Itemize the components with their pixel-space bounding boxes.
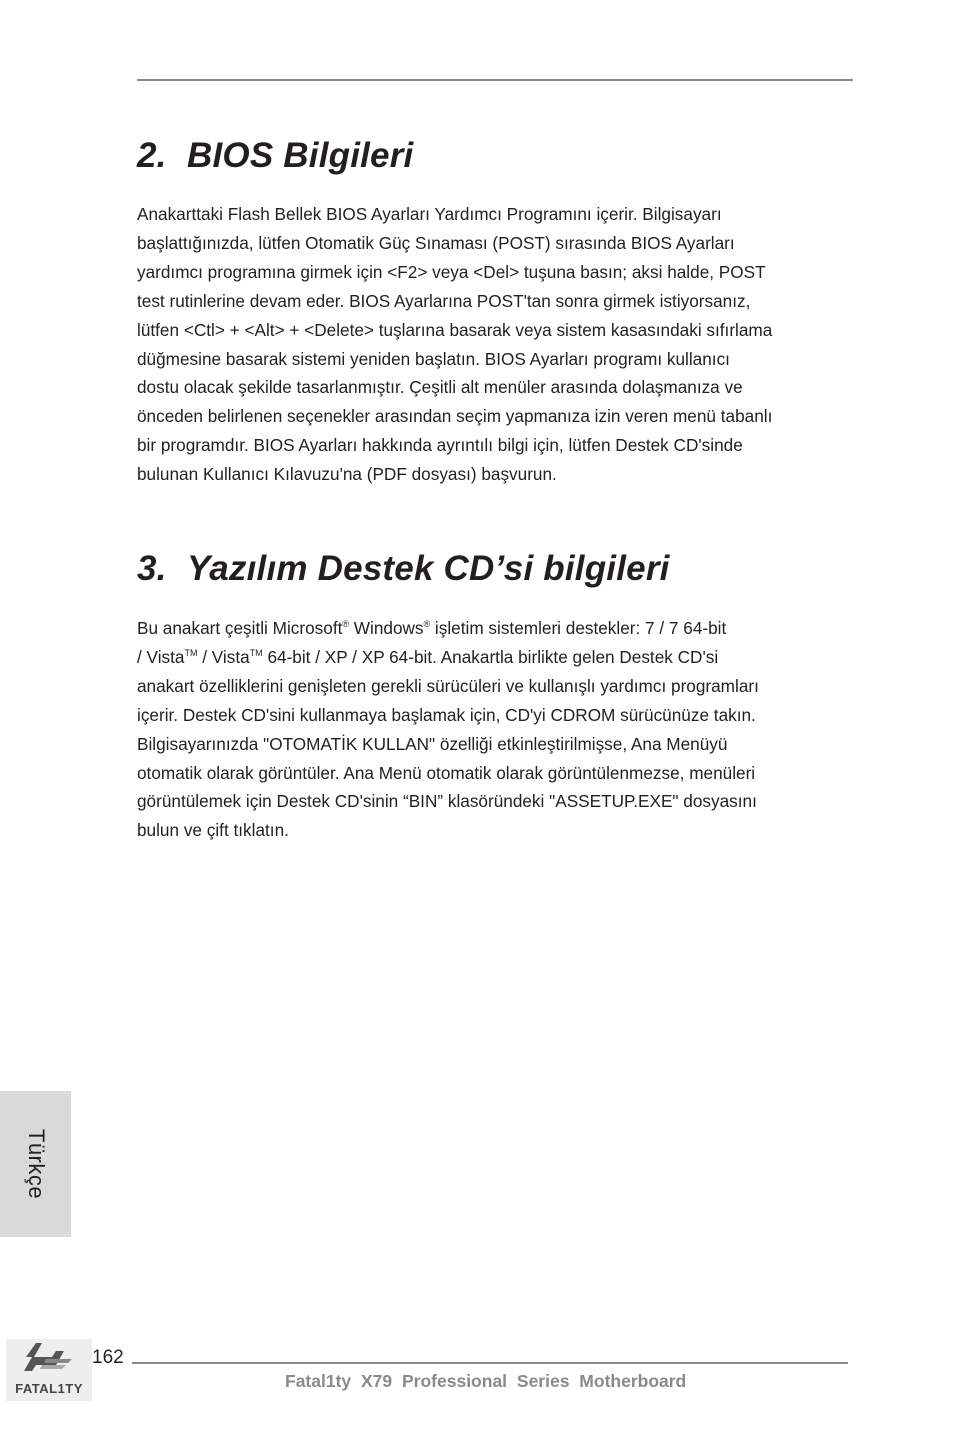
paragraph-line: başlattığınızda, lütfen Otomatik Güç Sınaması (POST) sırasında BIOS Ayarları xyxy=(137,232,735,253)
software-cd-paragraph xyxy=(137,614,853,845)
text-run: işletim sistemleri destekler: 7 / 7 64-bit xyxy=(430,618,727,638)
paragraph-line: bulunan Kullanıcı Kılavuzu'na (PDF dosyası) başvurun. xyxy=(137,464,557,485)
text-run: Bu anakart çeşitli Microsoft xyxy=(137,618,343,638)
paragraph-line: görüntülemek için Destek CD'sinin “BIN” klasöründeki "ASSETUP.EXE" dosyasını xyxy=(137,791,757,812)
paragraph-line: düğmesine basarak sistemi yeniden başlatın. BIOS Ayarları programı kullanıcı xyxy=(137,348,730,369)
registered-mark: ® xyxy=(342,619,350,629)
paragraph-line: Anakarttaki Flash Bellek BIOS Ayarları Yardımcı Programını içerir. Bilgisayarı xyxy=(137,204,722,224)
registered-mark: ® xyxy=(423,619,431,629)
page-number: 162 xyxy=(92,1347,124,1368)
trademark-mark: TM xyxy=(184,647,198,658)
paragraph-line: Bilgisayarınızda "OTOMATİK KULLAN" özelliği etkinleştirilmişse, Ana Menüyü xyxy=(137,733,728,754)
fatal1ty-logo-icon xyxy=(6,1339,92,1401)
paragraph-line: anakart özelliklerini genişleten gerekli sürücüleri ve kullanışlı yardımcı programları xyxy=(137,675,759,696)
section-title: Yazılım Destek CD’si bilgileri xyxy=(187,549,670,588)
text-run: / Vista xyxy=(197,646,250,667)
paragraph-line: test rutinlerine devam eder. BIOS Ayarlarına POST'tan sonra girmek istiyorsanız, xyxy=(137,290,751,311)
paragraph-line: otomatik olarak görüntüler. Ana Menü otomatik olarak görüntülenmezse, menüleri xyxy=(137,762,756,783)
footer-rule xyxy=(132,1362,848,1364)
trademark-mark: TM xyxy=(249,647,263,658)
section-heading-software-cd xyxy=(137,549,670,589)
section-heading-bios xyxy=(137,136,413,176)
header-rule xyxy=(137,79,853,81)
section-title: BIOS Bilgileri xyxy=(187,136,414,175)
section-number: 3. xyxy=(137,549,167,588)
language-tab xyxy=(0,1091,71,1237)
section-number: 2. xyxy=(137,136,167,175)
text-run: Windows xyxy=(349,618,424,638)
paragraph-line: bulun ve çift tıklatın. xyxy=(137,820,289,841)
logo-wordmark: FATAL1TY xyxy=(15,1381,83,1396)
bios-paragraph xyxy=(137,200,853,489)
paragraph-line: dostu olacak şekilde tasarlanmıştır. Çeşitli alt menüler arasında dolaşmanıza ve xyxy=(137,377,743,398)
fatal1ty-logo xyxy=(6,1339,92,1401)
footer-product-title: Fatal1ty X79 Professional Series Motherboard xyxy=(285,1371,687,1391)
paragraph-line: bir programdır. BIOS Ayarları hakkında ayrıntılı bilgi için, lütfen Destek CD'sinde xyxy=(137,435,743,456)
paragraph-line: önceden belirlenen seçenekler arasından seçim yapmanıza izin veren menü tabanlı xyxy=(137,406,773,427)
language-tab-label: Türkçe xyxy=(23,1128,49,1200)
paragraph-line: lütfen <Ctl> + <Alt> + <Delete> tuşlarına basarak veya sistem kasasındaki sıfırlama xyxy=(137,319,773,340)
paragraph-line xyxy=(137,643,853,672)
paragraph-line: içerir. Destek CD'sini kullanmaya başlamak için, CD'yi CDROM sürücünüze takın. xyxy=(137,704,756,725)
paragraph-line xyxy=(137,614,853,643)
paragraph-line: yardımcı programına girmek için <F2> veya <Del> tuşuna basın; aksi halde, POST xyxy=(137,261,766,282)
text-run: 64-bit / XP / XP 64-bit. Anakartla birlikte gelen Destek CD'si xyxy=(262,646,719,667)
text-run: / Vista xyxy=(137,646,185,667)
